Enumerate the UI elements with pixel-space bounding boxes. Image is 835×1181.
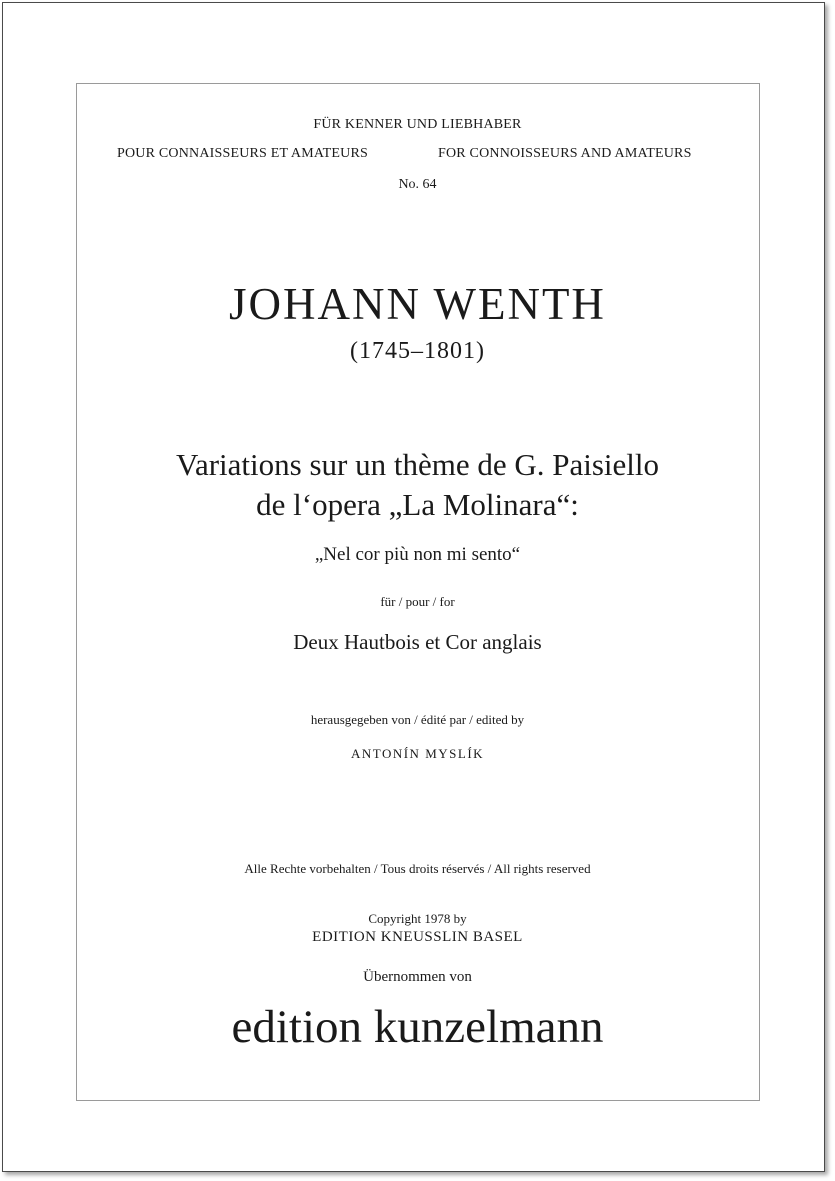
publisher-brand: edition kunzelmann bbox=[231, 1001, 604, 1053]
work-title-line1: Variations sur un thème de G. Paisiello bbox=[176, 447, 659, 482]
for-label: für / pour / for bbox=[380, 594, 455, 609]
copyright-notice: Copyright 1978 by bbox=[368, 911, 467, 926]
page-frame bbox=[76, 83, 760, 1101]
editor-name: ANTONÍN MYSLÍK bbox=[350, 746, 485, 761]
series-number: No. 64 bbox=[398, 177, 437, 192]
instrumentation: Deux Hautbois et Cor anglais bbox=[293, 630, 542, 654]
original-publisher: EDITION KNEUSSLIN BASEL bbox=[312, 929, 523, 945]
taken-over-label: Übernommen von bbox=[363, 969, 472, 985]
series-title-german: FÜR KENNER UND LIEBHABER bbox=[313, 117, 522, 132]
work-title-line2: de l‘opera „La Molinara“: bbox=[256, 487, 579, 522]
rights-notice: Alle Rechte vorbehalten / Tous droits réservés / All rights reserved bbox=[244, 861, 591, 876]
editor-label: herausgegeben von / édité par / edited by bbox=[310, 712, 525, 727]
series-title-english: FOR CONNOISSEURS AND AMATEURS bbox=[438, 146, 692, 161]
series-title-french: POUR CONNAISSEURS ET AMATEURS bbox=[117, 146, 368, 161]
work-subtitle: „Nel cor più non mi sento“ bbox=[314, 544, 521, 565]
composer-dates: (1745–1801) bbox=[350, 338, 485, 364]
composer-name: JOHANN WENTH bbox=[229, 279, 606, 329]
